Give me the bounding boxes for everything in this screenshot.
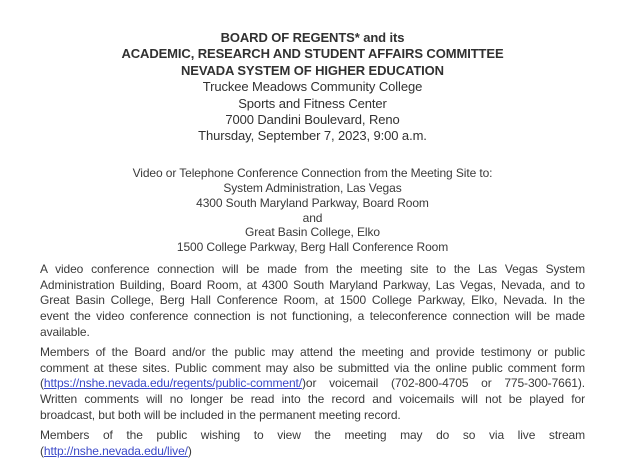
- text-line: [40, 325, 585, 341]
- conference-connection-block: [40, 166, 585, 255]
- text-line: [40, 309, 585, 325]
- meeting-header: [40, 30, 585, 145]
- text-line: [40, 376, 585, 392]
- text-segment: Administration Building, Board Room, at 4300 South Maryland Parkway, Las Vegas, Nevada, and to: [40, 277, 585, 292]
- paragraph-live-stream: [40, 428, 585, 459]
- text-segment: Great Basin College, Berg Hall Conference Room, at 1500 College Parkway, Elko, Nevada. In the: [40, 293, 585, 308]
- venue-building-line: Sports and Fitness Center: [238, 95, 387, 111]
- text-segment: event the video conference connection is not functioning, a teleconference connection will be made: [40, 309, 585, 324]
- venue-address-line: 7000 Dandini Boulevard, Reno: [225, 112, 400, 128]
- text-line: [40, 345, 585, 361]
- text-segment: (: [40, 443, 44, 458]
- text-line: [40, 444, 585, 460]
- text-segment: Members of the Board and/or the public may attend the meeting and provide testimony or public: [40, 345, 585, 360]
- conference-site1-name-line: System Administration, Las Vegas: [223, 180, 402, 195]
- committee-title-line: ACADEMIC, RESEARCH AND STUDENT AFFAIRS COMMITTEE: [121, 46, 504, 62]
- body-paragraphs: [40, 262, 585, 459]
- text-segment: comment at these sites. Public comment may also be submitted via the online public comment form: [40, 360, 585, 375]
- conference-site2-name-line: Great Basin College, Elko: [245, 225, 380, 240]
- conference-site2-address-line: 1500 College Parkway, Berg Hall Conference Room: [176, 240, 449, 255]
- paragraph-public-comment: [40, 345, 585, 423]
- text-line: [40, 361, 585, 377]
- conference-heading-line: Video or Telephone Conference Connection from the Meeting Site to:: [132, 165, 493, 180]
- meeting-datetime-line: Thursday, September 7, 2023, 9:00 a.m.: [198, 128, 427, 144]
- text-line: [40, 278, 585, 294]
- text-segment: A video conference connection will be made from the meeting site to the Las Vegas System: [40, 262, 585, 277]
- paragraph-video-conference-availability: [40, 262, 585, 340]
- conference-and-line: and: [302, 210, 323, 225]
- org-title-line: BOARD OF REGENTS* and its: [220, 30, 405, 45]
- conference-site1-address-line: 4300 South Maryland Parkway, Board Room: [196, 195, 429, 210]
- text-line: [40, 262, 585, 278]
- text-line: [40, 408, 585, 424]
- text-segment: (: [40, 376, 44, 391]
- text-segment: available.: [40, 324, 90, 339]
- text-segment: )or voicemail (702-800-4705 or 775-300-7661).: [302, 376, 585, 391]
- text-segment: broadcast, but both will be included in the permanent meeting record.: [40, 407, 401, 422]
- text-line: [40, 428, 585, 444]
- live-stream-link[interactable]: http://nshe.nevada.edu/live/: [43, 443, 188, 458]
- venue-college-line: Truckee Meadows Community College: [202, 79, 423, 95]
- text-line: [40, 293, 585, 309]
- public-comment-form-link[interactable]: https://nshe.nevada.edu/regents/public-comment/: [43, 376, 303, 391]
- text-line: [40, 392, 585, 408]
- system-title-line: NEVADA SYSTEM OF HIGHER EDUCATION: [181, 62, 444, 78]
- text-segment: Members of the public wishing to view the meeting may do so via live stream: [40, 428, 585, 443]
- text-segment: Written comments will no longer be read into the record and voicemails will not be played for: [40, 392, 585, 407]
- text-segment: ): [187, 443, 192, 458]
